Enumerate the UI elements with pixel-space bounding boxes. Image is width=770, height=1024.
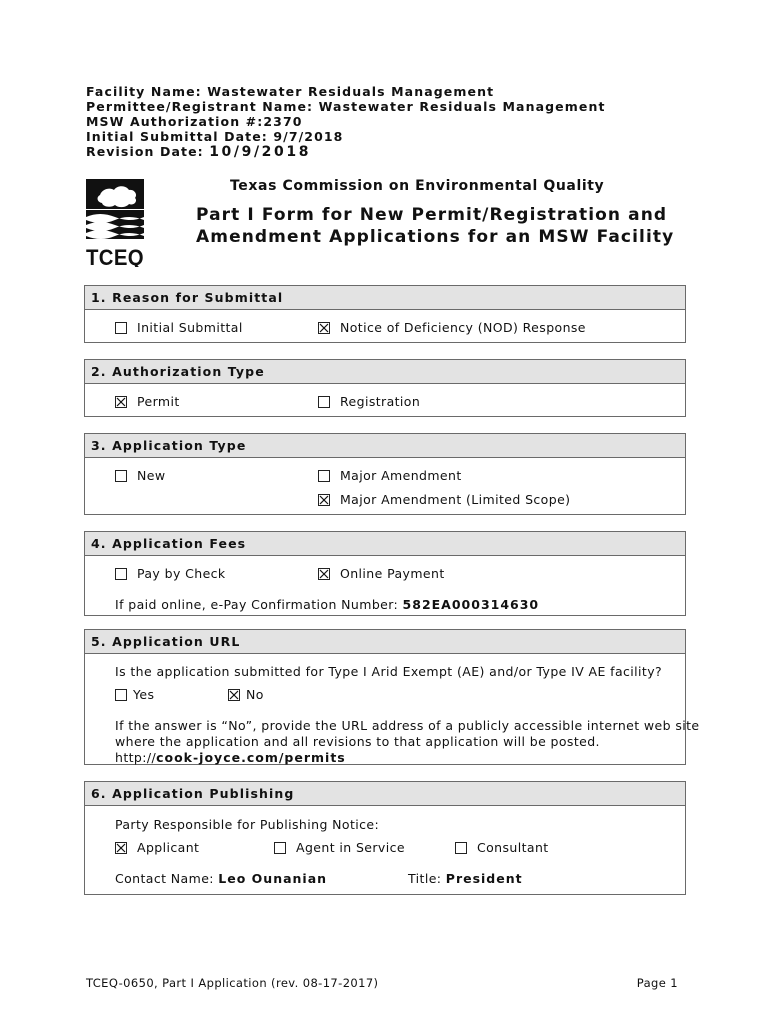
option-pay-by-check[interactable] (115, 566, 226, 581)
agency-name: Texas Commission on Environmental Quality (230, 178, 605, 194)
option-applicant[interactable] (115, 840, 199, 855)
section-heading: 1. Reason for Submittal (85, 286, 685, 310)
section-application-url (84, 629, 700, 765)
revision-date-label: Revision Date: (86, 144, 210, 159)
msw-authorization: MSW Authorization #:2370 (86, 114, 303, 129)
permittee-name: Permittee/Registrant Name: Wastewater Residuals Management (86, 99, 606, 114)
section-heading: 6. Application Publishing (85, 782, 685, 806)
contact-name-value: Leo Ounanian (218, 871, 328, 886)
checkbox-yes[interactable] (115, 689, 127, 701)
option-consultant[interactable] (455, 840, 549, 855)
contact-title-label: Title: (408, 871, 446, 886)
option-online-payment[interactable] (318, 566, 445, 581)
epay-confirmation (115, 597, 539, 612)
checkbox-pay-by-check[interactable] (115, 568, 127, 580)
epay-confirmation-number: 582EA000314630 (402, 597, 540, 612)
checkbox-new[interactable] (115, 470, 127, 482)
checkbox-online-payment[interactable] (318, 568, 330, 580)
checkbox-agent-in-service[interactable] (274, 842, 286, 854)
form-title-line2: Amendment Applications for an MSW Facility (196, 227, 675, 247)
arid-exempt-question: Is the application submitted for Type I Arid Exempt (AE) and/or Type IV AE facility? (115, 664, 663, 679)
option-label: Registration (340, 394, 421, 409)
option-yes[interactable] (115, 687, 154, 702)
option-label: Notice of Deficiency (NOD) Response (340, 320, 586, 335)
option-label: No (246, 687, 264, 702)
option-initial-submittal[interactable] (115, 320, 243, 335)
section-heading: 3. Application Type (85, 434, 685, 458)
url-prefix: http:// (115, 750, 157, 765)
option-new[interactable] (115, 468, 165, 483)
application-url[interactable] (115, 750, 346, 765)
checkbox-permit[interactable] (115, 396, 127, 408)
url-value[interactable]: cook-joyce.com/permits (156, 750, 346, 765)
option-label: Consultant (477, 840, 549, 855)
option-label: Permit (137, 394, 180, 409)
section-heading: 2. Authorization Type (85, 360, 685, 384)
revision-date (86, 144, 311, 160)
checkbox-consultant[interactable] (455, 842, 467, 854)
url-instruction-line1: If the answer is “No”, provide the URL address of a publicly accessible internet web site (115, 718, 700, 733)
initial-submittal-date: Initial Submittal Date: 9/7/2018 (86, 129, 344, 144)
option-permit[interactable] (115, 394, 180, 409)
option-label: Agent in Service (296, 840, 405, 855)
footer-form-id: TCEQ-0650, Part I Application (rev. 08-17-2017) (86, 976, 379, 990)
checkbox-applicant[interactable] (115, 842, 127, 854)
checkbox-major-amendment-limited[interactable] (318, 494, 330, 506)
option-label: Pay by Check (137, 566, 226, 581)
section-authorization-type (84, 359, 686, 417)
tceq-logo (86, 179, 144, 267)
option-major-amendment[interactable] (318, 468, 462, 483)
facility-name: Facility Name: Wastewater Residuals Management (86, 84, 495, 99)
contact-name-label: Contact Name: (115, 871, 219, 886)
footer-page-number: Page 1 (636, 976, 678, 990)
contact-title-value: President (445, 871, 523, 886)
section-application-fees (84, 531, 686, 616)
form-title-line1: Part I Form for New Permit/Registration and (196, 205, 668, 225)
epay-confirmation-label: If paid online, e-Pay Confirmation Number: (115, 597, 403, 612)
logo-text: TCEQ (86, 245, 144, 267)
option-nod-response[interactable] (318, 320, 586, 335)
option-agent-in-service[interactable] (274, 840, 405, 855)
form-title (196, 204, 674, 248)
contact-name (115, 871, 327, 886)
section-application-type (84, 433, 686, 515)
option-label: Online Payment (340, 566, 445, 581)
option-label: Major Amendment (Limited Scope) (340, 492, 571, 507)
revision-date-value: 10/9/2018 (209, 144, 312, 160)
option-label: Applicant (137, 840, 200, 855)
option-major-amendment-limited[interactable] (318, 492, 570, 507)
option-no[interactable] (228, 687, 264, 702)
url-instruction-line2: where the application and all revisions to that application will be posted. (115, 734, 600, 749)
section-reason-for-submittal (84, 285, 686, 343)
party-responsible-label: Party Responsible for Publishing Notice: (115, 817, 380, 832)
option-label: Yes (133, 687, 155, 702)
checkbox-initial-submittal[interactable] (115, 322, 127, 334)
contact-title (408, 871, 523, 886)
section-heading: 5. Application URL (85, 630, 685, 654)
checkbox-no[interactable] (228, 689, 240, 701)
option-label: New (137, 468, 166, 483)
section-heading: 4. Application Fees (85, 532, 685, 556)
option-registration[interactable] (318, 394, 420, 409)
checkbox-nod-response[interactable] (318, 322, 330, 334)
checkbox-major-amendment[interactable] (318, 470, 330, 482)
checkbox-registration[interactable] (318, 396, 330, 408)
section-application-publishing (84, 781, 686, 895)
option-label: Initial Submittal (137, 320, 243, 335)
option-label: Major Amendment (340, 468, 462, 483)
